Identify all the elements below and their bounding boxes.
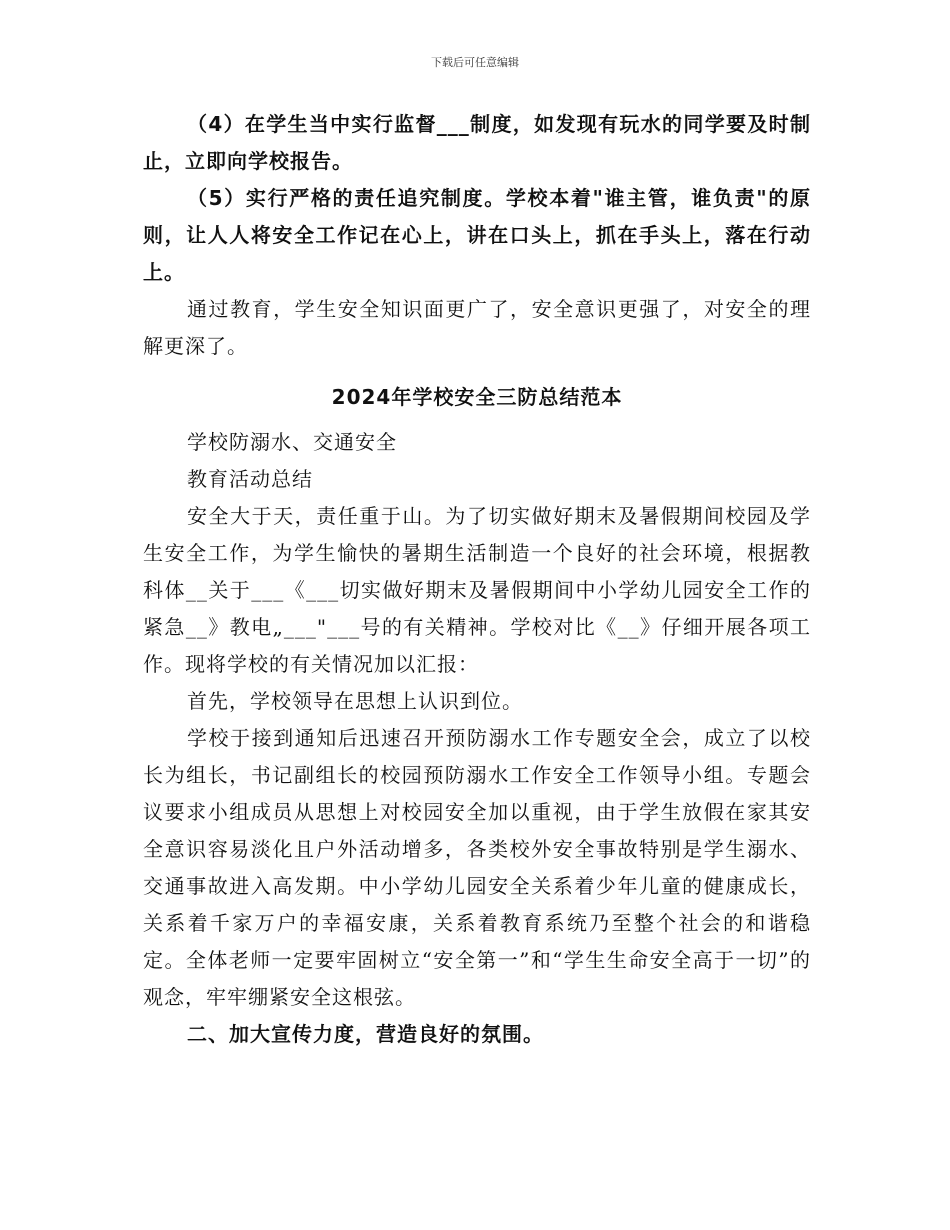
section-heading-2: 二、加大宣传力度，营造良好的氛围。 <box>187 1022 544 1046</box>
paragraph-item-5: （5）实行严格的责任追究制度。学校本着"谁主管，谁负责"的原则，让人人将安全工作记在心上，讲在口头上，抓在手头上，落在行动上。 <box>143 186 811 284</box>
document-title: 2024年学校安全三防总结范本 <box>331 385 623 409</box>
paragraph-first: 首先，学校领导在思想上认识到位。 <box>187 689 523 713</box>
subtitle-line-1: 学校防溺水、交通安全 <box>187 430 397 454</box>
paragraph-intro: 安全大于天，责任重于山。为了切实做好期末及暑假期间校园及学生安全工作，为学生愉快的暑期生活制造一个良好的社会环境，根据教科体__关于___《___切实做好期末及暑假期间中小学幼儿园安全工作的紧急__》教电„___"___号的有关精神。学校对比《__》仔细开展各项工作。现将学校的有关情况加以汇报： <box>143 504 811 676</box>
document-body <box>143 106 811 1053</box>
paragraph-conclusion: 通过教育，学生安全知识面更广了，安全意识更强了，对安全的理解更深了。 <box>143 297 811 358</box>
paragraph-item-4: （4）在学生当中实行监督___制度，如发现有玩水的同学要及时制止，立即向学校报告。 <box>143 112 811 173</box>
paragraph-meeting: 学校于接到通知后迅速召开预防溺水工作专题安全会，成立了以校长为组长，书记副组长的校园预防溺水工作安全工作领导小组。专题会议要求小组成员从思想上对校园安全加以重视，由于学生放假在家其安全意识容易淡化且户外活动增多，各类校外安全事故特别是学生溺水、交通事故进入高发期。中小学幼儿园安全关系着少年儿童的健康成长，关系着千家万户的幸福安康，关系着教育系统乃至整个社会的和谐稳定。全体老师一定要牢固树立“安全第一”和“学生生命安全高于一切”的观念，牢牢绷紧安全这根弦。 <box>143 726 811 1009</box>
subtitle-line-2: 教育活动总结 <box>187 467 313 491</box>
page-header-note: 下载后可任意编辑 <box>431 56 519 69</box>
